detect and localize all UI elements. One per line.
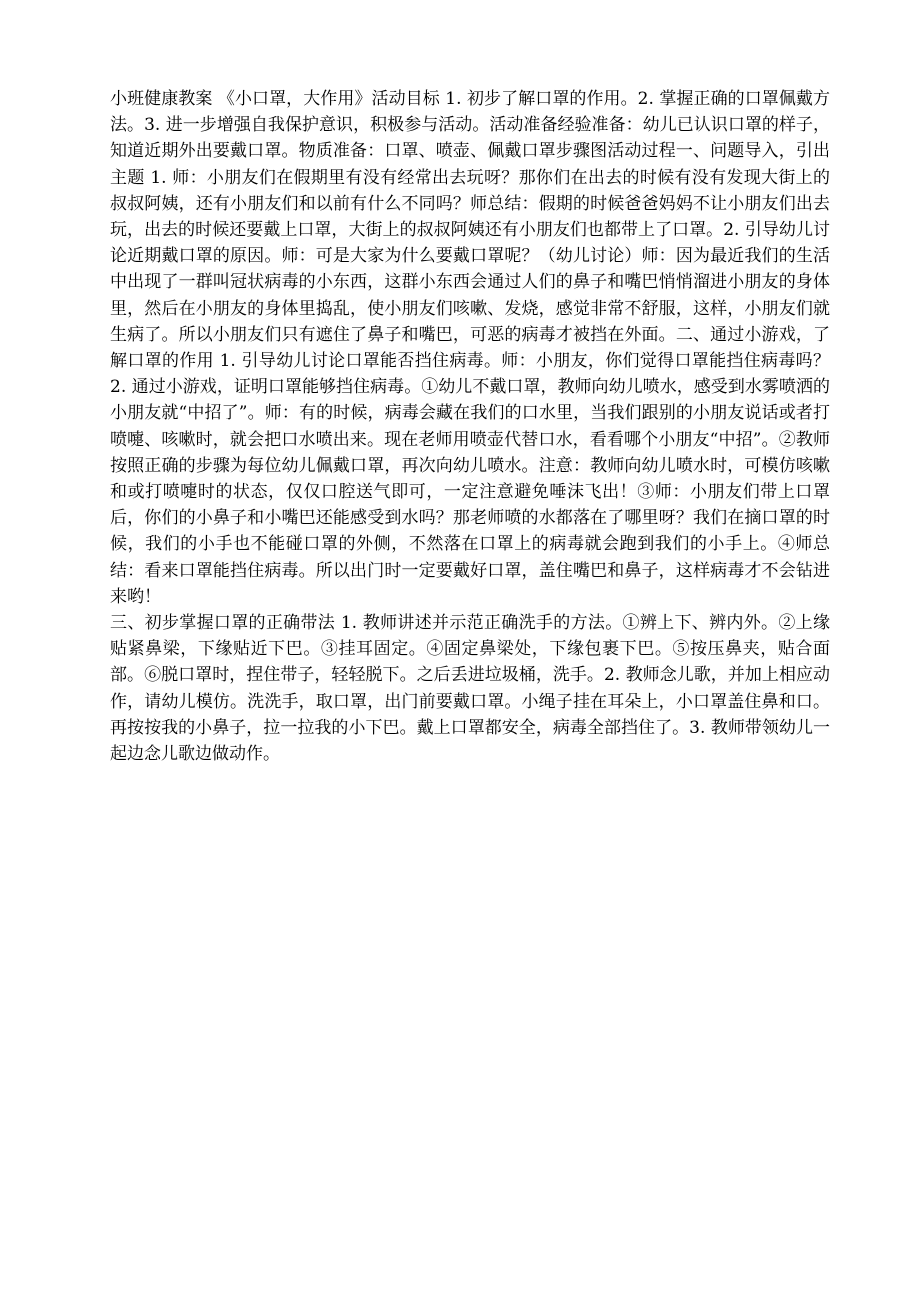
paragraph-lesson-plan-part-two: 三、初步掌握口罩的正确带法 1. 教师讲述并示范正确洗手的方法。①辨上下、辨内外。②上缘贴紧鼻梁，下缘贴近下巴。③挂耳固定。④固定鼻梁处，下缘包裹下巴。⑤按压鼻夹，贴合面部。⑥脱口罩时，捏住带子，轻轻脱下。之后丢进垃圾桶，洗手。2. 教师念儿歌，并加上相应动作，请幼儿模仿。洗洗手，取口罩，出门前要戴口罩。小绳子挂在耳朵上，小口罩盖住鼻和口。再按按我的小鼻子，拉一拉我的小下巴。戴上口罩都安全，病毒全部挡住了。3. 教师带领幼儿一起边念儿歌边做动作。	[110, 613, 830, 765]
paragraph-lesson-plan-part-one: 小班健康教案 《小口罩，大作用》活动目标 1. 初步了解口罩的作用。2. 掌握正确的口罩佩戴方法。3. 进一步增强自我保护意识，积极参与活动。活动准备经验准备：幼儿已认识口罩的样子，知道近期外出要戴口罩。物质准备：口罩、喷壶、佩戴口罩步骤图活动过程一、问题导入，引出主题 1. 师：小朋友们在假期里有没有经常出去玩呀？那你们在出去的时候有没有发现大街上的叔叔阿姨，还有小朋友们和以前有什么不同吗？师总结：假期的时候爸爸妈妈不让小朋友们出去玩，出去的时候还要戴上口罩，大街上的叔叔阿姨还有小朋友们也都带上了口罩。2. 引导幼儿讨论近期戴口罩的原因。师：可是大家为什么要戴口罩呢？（幼儿讨论）师：因为最近我们的生活中出现了一群叫冠状病毒的小东西，这群小东西会通过人们的鼻子和嘴巴悄悄溜进小朋友的身体里，然后在小朋友的身体里捣乱，使小朋友们咳嗽、发烧，感觉非常不舒服，这样，小朋友们就生病了。所以小朋友们只有遮住了鼻子和嘴巴，可恶的病毒才被挡在外面。二、通过小游戏，了解口罩的作用 1. 引导幼儿讨论口罩能否挡住病毒。师：小朋友，你们觉得口罩能挡住病毒吗？2. 通过小游戏，证明口罩能够挡住病毒。①幼儿不戴口罩，教师向幼儿喷水，感受到水雾喷洒的小朋友就“中招了”。师：有的时候，病毒会藏在我们的口水里，当我们跟别的小朋友说话或者打喷嚏、咳嗽时，就会把口水喷出来。现在老师用喷壶代替口水，看看哪个小朋友“中招”。②教师按照正确的步骤为每位幼儿佩戴口罩，再次向幼儿喷水。注意：教师向幼儿喷水时，可模仿咳嗽和或打喷嚏时的状态，仅仅口腔送气即可，一定注意避免唾沫飞出！③师：小朋友们带上口罩后，你们的小鼻子和小嘴巴还能感受到水吗？那老师喷的水都落在了哪里呀？我们在摘口罩的时候，我们的小手也不能碰口罩的外侧，不然落在口罩上的病毒就会跑到我们的小手上。④师总结：看来口罩能挡住病毒。所以出门时一定要戴好口罩，盖住嘴巴和鼻子，这样病毒才不会钻进来哟！	[110, 89, 830, 607]
document-body	[110, 86, 830, 767]
